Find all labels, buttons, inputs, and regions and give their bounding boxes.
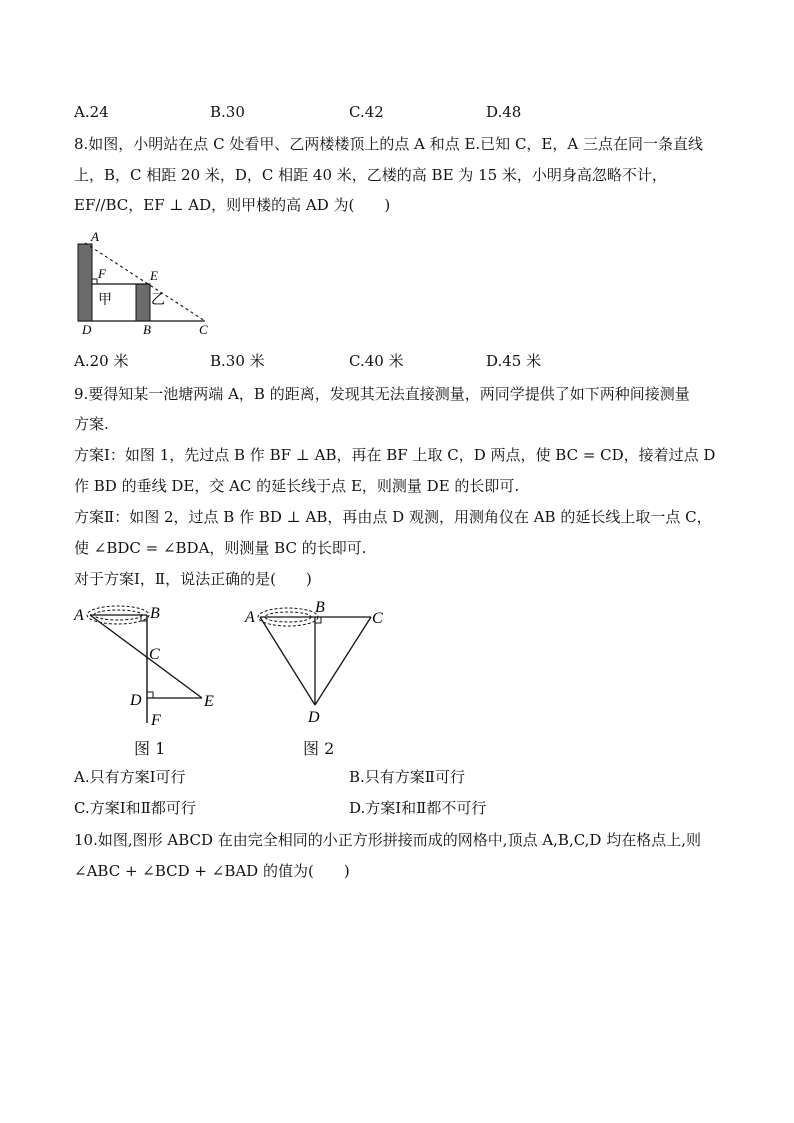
q8-option-c: C.40 米 <box>349 352 404 370</box>
q8-label-yi: 乙 <box>151 293 165 308</box>
q10-stem-line-1: 10.如图,图形 ABCD 在由完全相同的小正方形拼接而成的网格中,顶点 A,B,C,D 均在格点上,则 <box>74 831 702 849</box>
fig1-label-a: A <box>74 607 84 624</box>
q8-label-b: B <box>143 322 151 337</box>
q8-option-b: B.30 米 <box>210 352 265 370</box>
q8-label-jia: 甲 <box>98 293 112 308</box>
fig1-label-b: B <box>150 605 160 622</box>
q8-stem-line-2: 上，B，C 相距 20 米，D，C 相距 40 米，乙楼的高 BE 为 15 米，小明身高忽略不计， <box>74 166 667 184</box>
q9-plan2-line-2: 使 ∠BDC = ∠BDA，则测量 BC 的长即可. <box>74 539 367 557</box>
q8-option-d: D.45 米 <box>486 352 542 370</box>
q8-label-a: A <box>91 229 99 244</box>
q9-figure-2 <box>240 596 390 726</box>
q8-label-e: E <box>150 268 158 283</box>
fig1-label-d: D <box>130 692 142 709</box>
fig1-label-c: C <box>149 646 160 663</box>
fig1-label-e: E <box>204 693 214 710</box>
fig2-label-d: D <box>308 709 320 726</box>
q8-stem-line-1: 8.如图，小明站在点 C 处看甲、乙两楼楼顶上的点 A 和点 E.已知 C，E，A 三点在同一条直线 <box>74 135 703 153</box>
fig2-label-a: A <box>245 609 255 626</box>
q8-label-d: D <box>82 322 92 337</box>
q9-figure-2-caption: 图 2 <box>303 739 335 758</box>
q7-option-c: C.42 <box>349 103 384 121</box>
fig2-label-b: B <box>315 599 325 616</box>
q9-plan2-line-1: 方案Ⅱ：如图 2，过点 B 作 BD ⊥ AB，再由点 D 观测，用测角仪在 AB 的延长线上取一点 C， <box>74 508 712 526</box>
q9-option-c: C.方案Ⅰ和Ⅱ都可行 <box>74 799 196 817</box>
q8-label-f: F <box>98 266 106 281</box>
q9-stem-line-1: 9.要得知某一池塘两端 A，B 的距离，发现其无法直接测量，两同学提供了如下两种间接测量 <box>74 385 690 403</box>
fig1-label-f: F <box>151 712 161 728</box>
q9-option-a: A.只有方案Ⅰ可行 <box>74 768 186 786</box>
q9-question-line: 对于方案Ⅰ，Ⅱ，说法正确的是( ) <box>74 570 312 588</box>
q9-figure-1-caption: 图 1 <box>134 739 166 758</box>
q9-figure-1 <box>70 598 230 728</box>
q8-option-a: A.20 米 <box>74 352 129 370</box>
q9-option-b: B.只有方案Ⅱ可行 <box>349 768 465 786</box>
q7-option-a: A.24 <box>74 103 109 121</box>
fig2-label-c: C <box>372 610 383 627</box>
q9-option-d: D.方案Ⅰ和Ⅱ都不可行 <box>349 799 487 817</box>
q9-plan1-line-2: 作 BD 的垂线 DE，交 AC 的延长线于点 E，则测量 DE 的长即可. <box>74 477 520 495</box>
q10-stem-line-2: ∠ABC + ∠BCD + ∠BAD 的值为( ) <box>74 862 350 880</box>
q8-stem-line-3: EF//BC，EF ⊥ AD，则甲楼的高 AD 为( ) <box>74 196 391 214</box>
q8-label-c: C <box>199 322 208 337</box>
q8-figure <box>70 226 220 338</box>
q7-option-b: B.30 <box>210 103 245 121</box>
q9-stem-line-2: 方案. <box>74 415 109 433</box>
q9-plan1-line-1: 方案Ⅰ：如图 1，先过点 B 作 BF ⊥ AB，再在 BF 上取 C，D 两点，使 BC = CD，接着过点 D <box>74 446 716 464</box>
q7-option-d: D.48 <box>486 103 522 121</box>
